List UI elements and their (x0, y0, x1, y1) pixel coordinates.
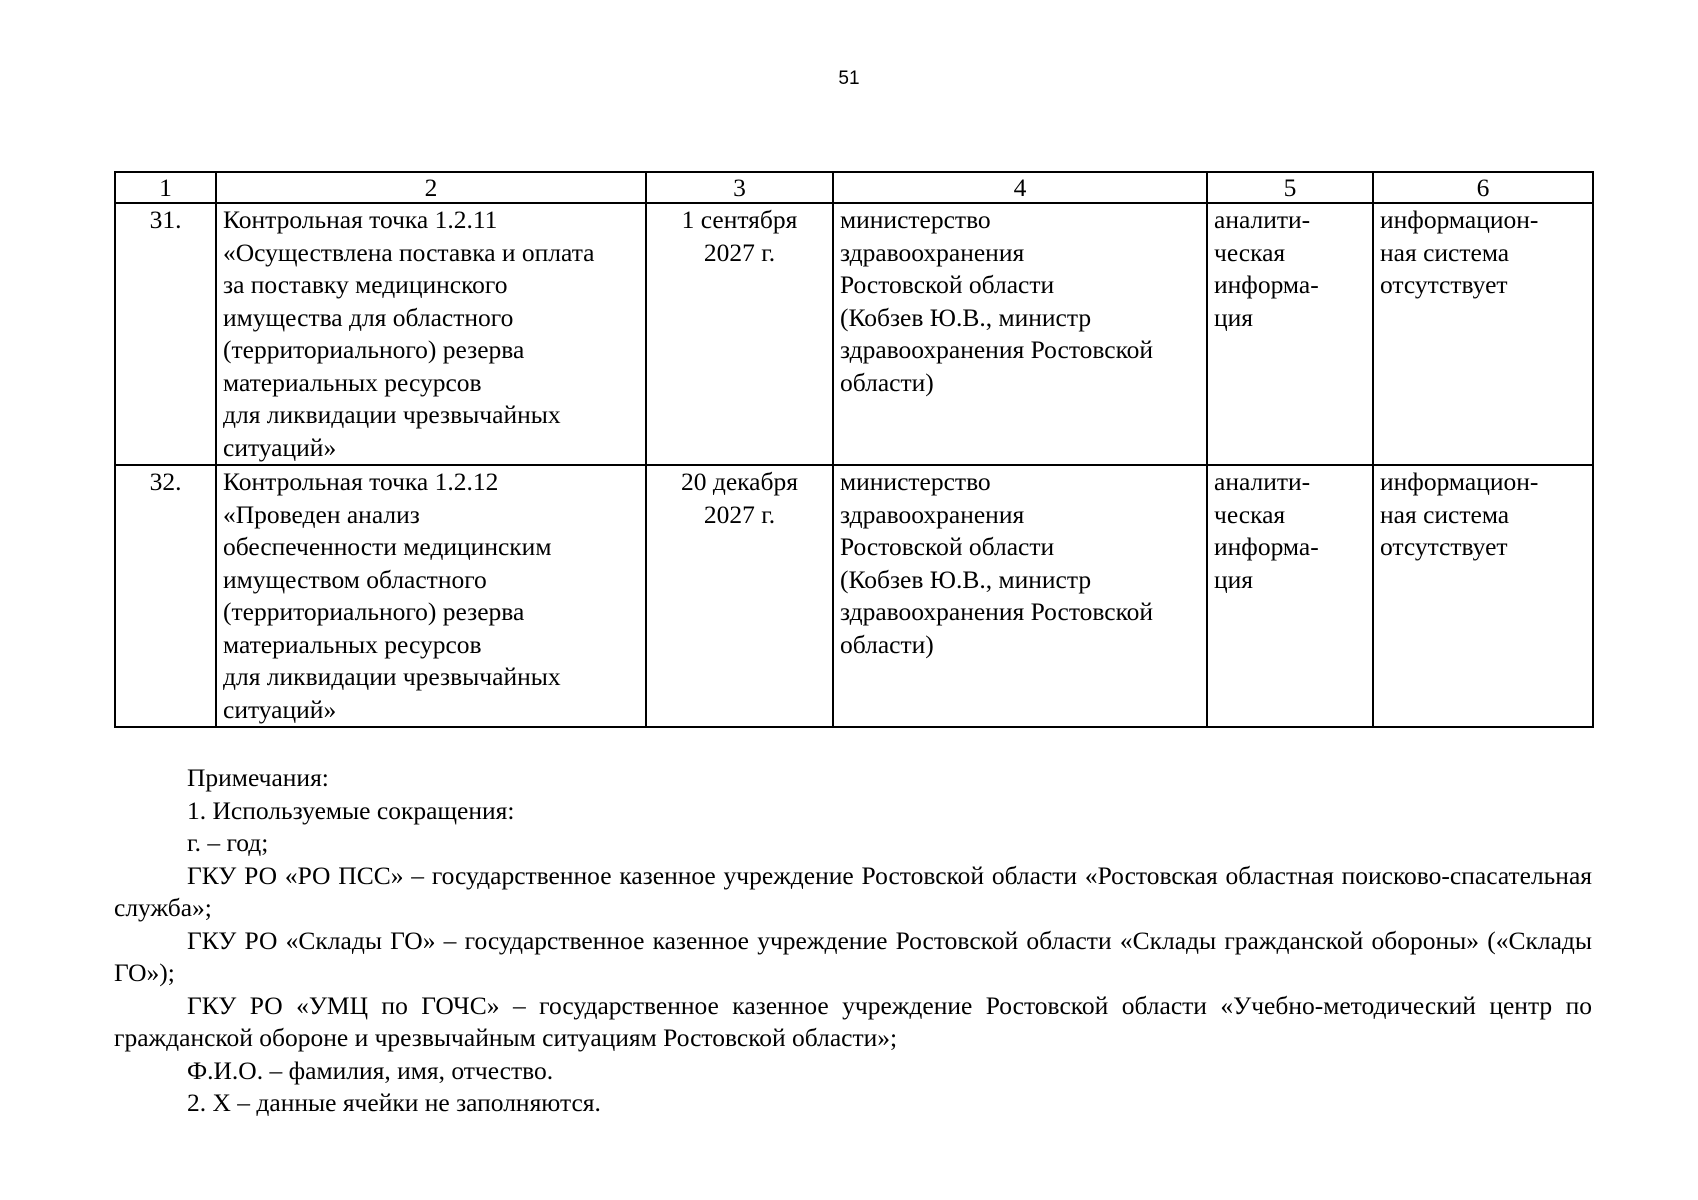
information-system: информацион- ная система отсутствует (1373, 465, 1593, 727)
table-row (115, 465, 1593, 727)
column-header: 4 (833, 172, 1207, 203)
column-header: 6 (1373, 172, 1593, 203)
notes-section (114, 762, 1592, 1120)
column-header: 2 (216, 172, 646, 203)
control-points-table (114, 171, 1594, 728)
control-point-name: Контрольная точка 1.2.12 «Проведен анализ обеспеченности медицинским имуществом областного (территориального) резерва материальных ресурсов для ликвидации чрезвычайных ситуаций» (216, 465, 646, 727)
abbreviation-year: г. – год; (187, 828, 269, 857)
table-row (115, 203, 1593, 465)
notes-item-1: 1. Используемые сокращения: (187, 795, 515, 825)
table-header-row (115, 172, 1593, 203)
document-type: аналити- ческая информа- ция (1207, 465, 1373, 727)
row-number: 31. (115, 203, 216, 465)
responsible-executor: министерство здравоохранения Ростовской области (Кобзев Ю.В., министр здравоохранения Ростовской области) (833, 465, 1207, 727)
control-point-date: 20 декабря 2027 г. (646, 465, 833, 727)
information-system: информацион- ная система отсутствует (1373, 203, 1593, 465)
document-type: аналити- ческая информа- ция (1207, 203, 1373, 465)
abbreviation-umc-gochs: ГКУ РО «УМЦ по ГОЧС» – государственное казенное учреждение Ростовской области «Учебно-методический центр по гражданской обороне и чрезвычайным ситуациям Ростовской области»; (114, 990, 1592, 1052)
row-number: 32. (115, 465, 216, 727)
column-header: 1 (115, 172, 216, 203)
notes-title: Примечания: (187, 763, 329, 792)
column-header: 5 (1207, 172, 1373, 203)
control-point-date: 1 сентября 2027 г. (646, 203, 833, 465)
page-number: 51 (838, 68, 860, 89)
abbreviation-fio: Ф.И.О. – фамилия, имя, отчество. (187, 1055, 554, 1085)
notes-item-2: 2. Х – данные ячейки не заполняются. (187, 1088, 601, 1117)
abbreviation-pss: ГКУ РО «РО ПСС» – государственное казенное учреждение Ростовской области «Ростовская областная поисково-спасательная служба»; (114, 860, 1592, 922)
responsible-executor: министерство здравоохранения Ростовской области (Кобзев Ю.В., министр здравоохранения Ростовской области) (833, 203, 1207, 465)
control-point-name: Контрольная точка 1.2.11 «Осуществлена поставка и оплата за поставку медицинского имущества для областного (территориального) резерва материальных ресурсов для ликвидации чрезвычайных ситуаций» (216, 203, 646, 465)
abbreviation-sklady-go: ГКУ РО «Склады ГО» – государственное казенное учреждение Ростовской области «Склады гражданской обороны» («Склады ГО»); (114, 925, 1592, 987)
column-header: 3 (646, 172, 833, 203)
